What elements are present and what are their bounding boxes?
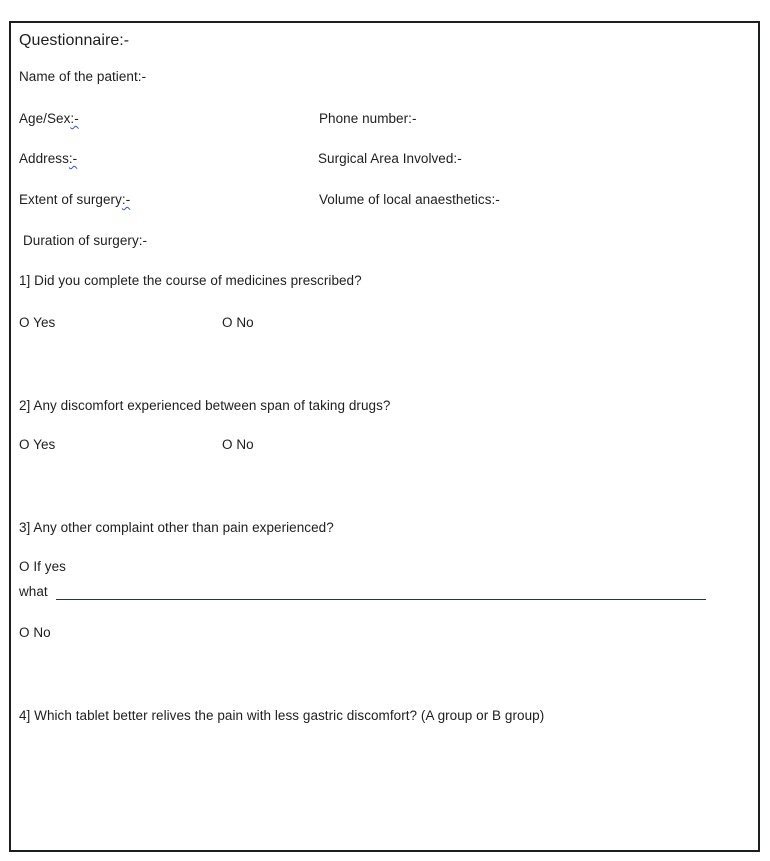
question-2: 2] Any discomfort experienced between span of taking drugs?	[19, 398, 391, 413]
question-3: 3] Any other complaint other than pain experienced?	[19, 520, 334, 535]
local-anaesthetics-volume-field[interactable]: Volume of local anaesthetics:-	[319, 192, 500, 207]
extent-of-surgery-field[interactable]	[19, 192, 130, 208]
radio-circle-icon: O	[19, 437, 30, 452]
address-suffix: :-	[68, 151, 78, 166]
age-sex-label: Age/Sex	[19, 111, 71, 126]
question-1: 1] Did you complete the course of medicines prescribed?	[19, 273, 362, 288]
radio-circle-icon: O	[222, 315, 233, 330]
q1-option-no[interactable]	[222, 315, 254, 331]
extent-suffix: :-	[121, 192, 131, 207]
patient-name-field[interactable]: Name of the patient:-	[19, 69, 147, 84]
question-4: 4] Which tablet better relives the pain with less gastric discomfort? (A group or B group)	[19, 708, 545, 723]
q2-option-yes[interactable]	[19, 437, 55, 453]
age-sex-field[interactable]	[19, 111, 79, 127]
option-label: No	[236, 315, 254, 330]
age-sex-suffix: :-	[70, 111, 79, 126]
address-field[interactable]	[19, 151, 77, 167]
option-label: No	[33, 625, 51, 640]
radio-circle-icon: O	[19, 315, 30, 330]
q3-option-no[interactable]	[19, 625, 51, 641]
q2-option-no[interactable]	[222, 437, 254, 453]
radio-circle-icon: O	[19, 559, 30, 574]
radio-circle-icon: O	[222, 437, 233, 452]
q1-option-yes[interactable]	[19, 315, 55, 331]
q3-what-label: what	[19, 584, 48, 599]
option-label: No	[236, 437, 254, 452]
option-label: Yes	[33, 315, 56, 330]
radio-circle-icon: O	[19, 625, 30, 640]
extent-label: Extent of surgery	[19, 192, 122, 207]
duration-of-surgery-field[interactable]: Duration of surgery:-	[23, 233, 148, 248]
surgical-area-field[interactable]: Surgical Area Involved:-	[318, 151, 462, 166]
option-label: Yes	[33, 437, 56, 452]
questionnaire-frame	[9, 21, 760, 852]
q3-what-blank-line[interactable]	[56, 599, 706, 600]
form-title: Questionnaire:-	[19, 32, 130, 49]
q3-option-if-yes[interactable]	[19, 559, 66, 575]
address-label: Address	[19, 151, 69, 166]
phone-number-field[interactable]: Phone number:-	[319, 111, 417, 126]
option-label: If yes	[33, 559, 66, 574]
